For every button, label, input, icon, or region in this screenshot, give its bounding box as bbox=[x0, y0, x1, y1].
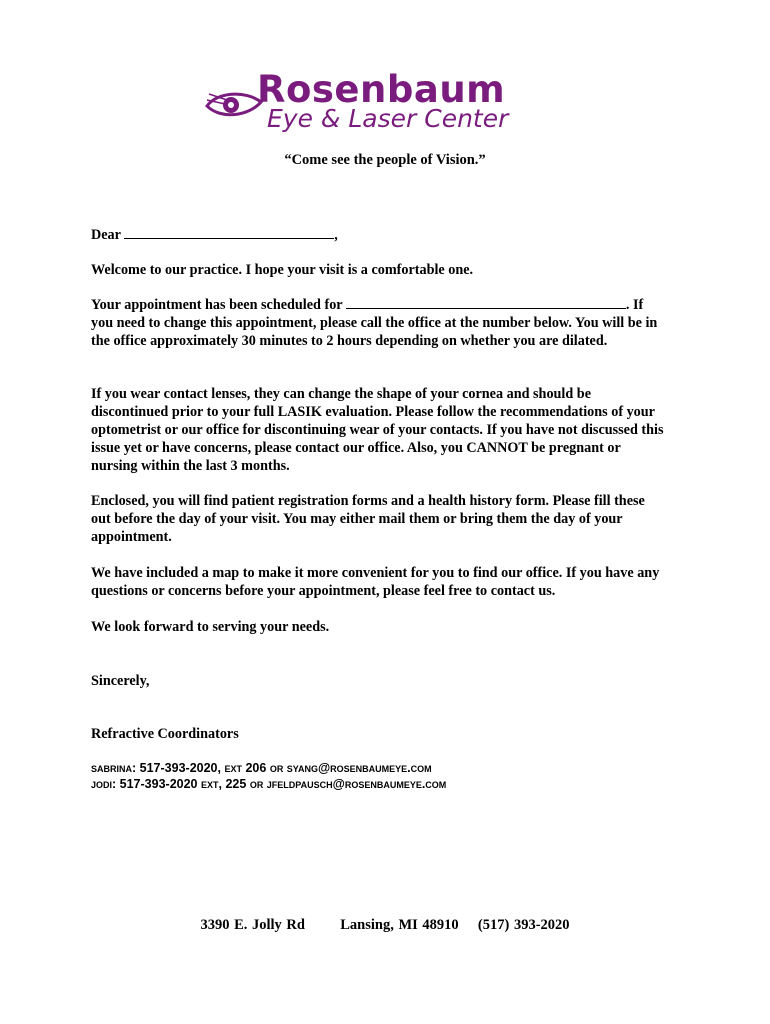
footer-city: Lansing, MI 48910 bbox=[340, 917, 459, 933]
coordinator-line: jodi: 517-393-2020 ext, 225 or jfeldpausch@rosenbaumeye.com bbox=[91, 777, 447, 791]
coordinator-email[interactable]: syang@rosenbaumeye.com bbox=[286, 761, 432, 775]
footer-street: 3390 E. Jolly Rd bbox=[200, 917, 305, 933]
contact-lenses-paragraph: If you wear contact lenses, they can change the shape of your cornea and should be discontinued prior to your full LASIK evaluation. Please follow the recommendations of your optometrist or our office for discontinuing wear of your contacts. If you have not discussed this issue yet or have concerns, please contact our office. Also, you CANNOT be pregnant or nursing within the last 3 months. bbox=[91, 386, 664, 474]
sign-off: Sincerely, bbox=[91, 673, 150, 689]
appointment-suffix: . bbox=[625, 297, 630, 313]
appointment-details: If you need to change this appointment, please call the office at the number below. You will be in the office approximately 30 minutes to 2 hours depending on whether you are dilated. bbox=[91, 297, 658, 349]
address-footer bbox=[0, 917, 770, 934]
coordinator-name: sabrina bbox=[91, 761, 133, 775]
footer-phone: (517) 393-2020 bbox=[477, 917, 570, 933]
appointment-paragraph bbox=[91, 296, 666, 350]
eye-icon bbox=[205, 88, 263, 124]
coordinator-ext: 206 bbox=[245, 761, 267, 775]
forms-paragraph: Enclosed, you will find patient registration forms and a health history form. Please fill these out before the day of your visit. You may either mail them or bring them the day of your appointment. bbox=[91, 493, 645, 545]
logo-subtitle: Eye & Laser Center bbox=[267, 104, 509, 133]
coordinator-phone: 517-393-2020 bbox=[119, 777, 198, 791]
salutation bbox=[91, 226, 666, 244]
appointment-date-blank bbox=[346, 296, 626, 309]
practice-logo bbox=[205, 68, 550, 138]
coordinator-ext-label: ext bbox=[224, 761, 242, 775]
salutation-prefix: Dear bbox=[91, 227, 121, 243]
coordinator-phone: 517-393-2020 bbox=[139, 761, 218, 775]
closing-line: We look forward to serving your needs. bbox=[91, 619, 330, 635]
logo-name: Rosenbaum bbox=[257, 68, 506, 111]
coordinator-line: sabrina: 517-393-2020, ext 206 or syang@rosenbaumeye.com bbox=[91, 761, 432, 775]
signature: Refractive Coordinators bbox=[91, 726, 239, 742]
coordinator-contacts bbox=[91, 760, 446, 792]
coordinator-name: jodi bbox=[91, 777, 113, 791]
coordinator-ext-label: ext bbox=[201, 777, 219, 791]
recipient-name-blank bbox=[124, 226, 334, 239]
coordinator-ext: 225 bbox=[225, 777, 247, 791]
welcome-paragraph: Welcome to our practice. I hope your visit is a comfortable one. bbox=[91, 262, 474, 278]
salutation-suffix: , bbox=[334, 227, 338, 243]
tagline: “Come see the people of Vision.” bbox=[284, 152, 486, 168]
coordinator-email[interactable]: jfeldpausch@rosenbaumeye.com bbox=[266, 777, 447, 791]
coordinator-joiner: or bbox=[249, 777, 264, 791]
coordinator-joiner: or bbox=[269, 761, 284, 775]
map-paragraph: We have included a map to make it more convenient for you to find our office. If you have any questions or concerns before your appointment, please feel free to contact us. bbox=[91, 565, 660, 599]
appointment-prefix: Your appointment has been scheduled for bbox=[91, 297, 343, 313]
